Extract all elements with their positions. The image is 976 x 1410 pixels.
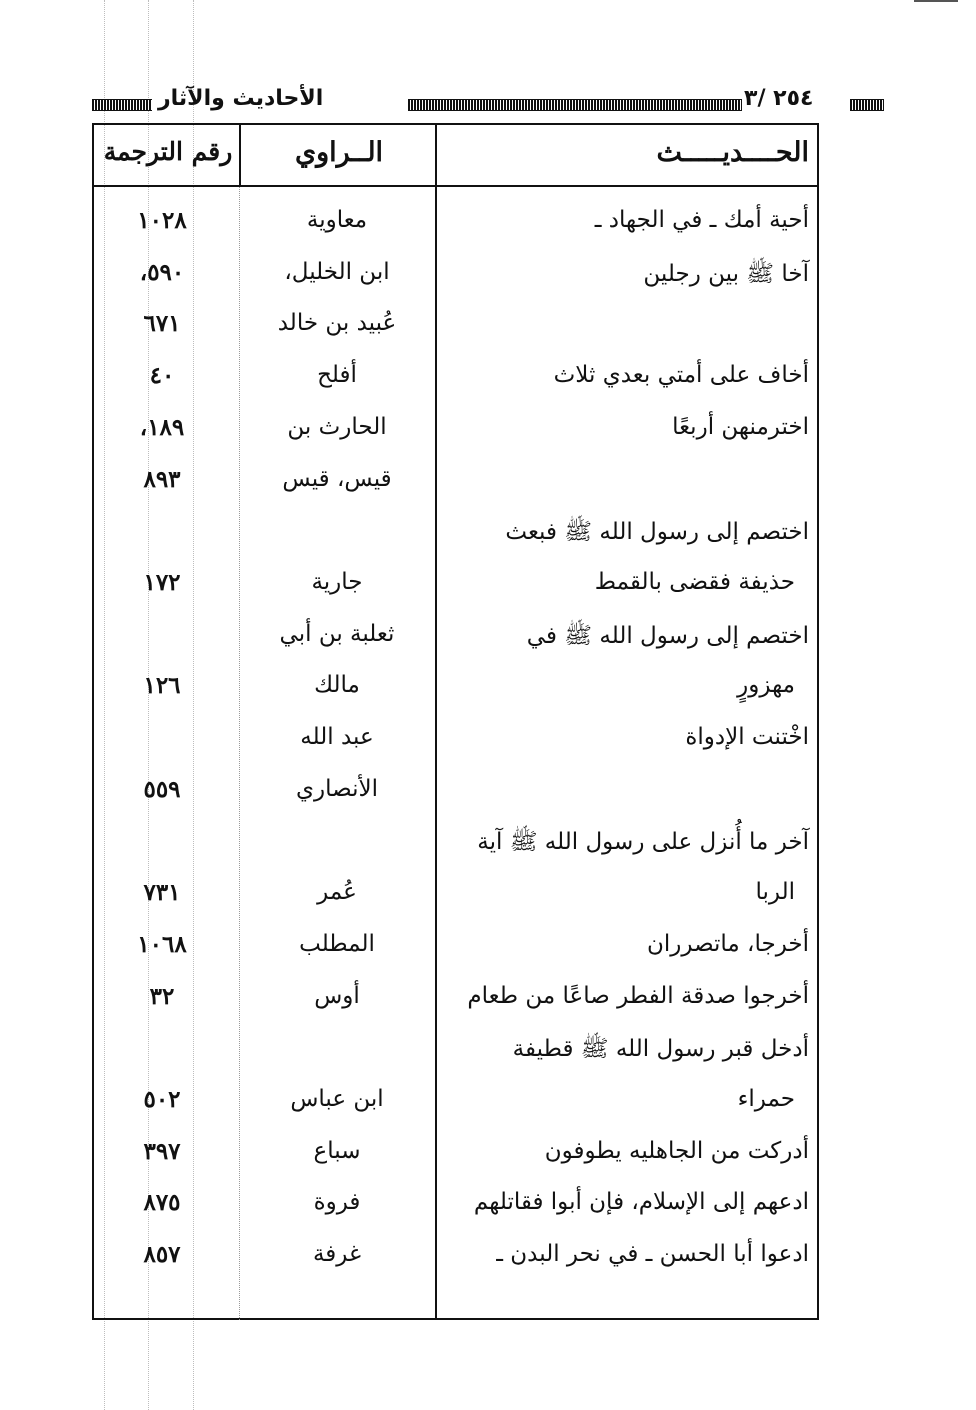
page-number: ٢٥٤ /٣ xyxy=(744,86,814,111)
biography-number: ٥٥٩ xyxy=(143,775,181,803)
table-row xyxy=(94,511,817,563)
narrator-name: الأنصاري xyxy=(296,775,378,802)
table-row xyxy=(94,1132,817,1184)
biography-number: ٨٩٣ xyxy=(143,465,181,493)
hadith-text: آخر ما أُنزل على رسول الله ﷺ آية xyxy=(477,829,809,856)
hadith-index-table xyxy=(92,123,819,1320)
biography-number: ٧٣١ xyxy=(143,879,181,907)
biography-number: ١٢٦ xyxy=(143,672,181,700)
header-ornament-bar xyxy=(408,99,742,111)
narrator-name: عُمر xyxy=(317,879,357,906)
biography-number: ٥٠٢ xyxy=(143,1085,181,1113)
running-header xyxy=(92,84,832,120)
biography-number: ١٠٦٨ xyxy=(137,930,187,958)
narrator-name: غرفة xyxy=(312,1241,362,1267)
table-row xyxy=(94,253,817,305)
biography-number: ٣٩٧ xyxy=(143,1137,181,1165)
table-row xyxy=(94,1028,817,1080)
hadith-text: ادعهم إلى الإسلام، فإن أبوا فقاتلهم xyxy=(473,1189,809,1216)
narrator-name: قيس، قيس xyxy=(282,465,392,492)
narrator-name: ابن عباس xyxy=(290,1085,384,1112)
narrator-name: مالك xyxy=(314,672,360,699)
biography-number: ٨٧٥ xyxy=(143,1189,181,1217)
column-header-rawi: الــراوي xyxy=(294,137,384,168)
biography-number: ٣٢ xyxy=(149,982,175,1010)
column-header-tarjama: رقم الترجمة xyxy=(103,137,233,166)
narrator-name: أوس xyxy=(314,982,360,1009)
hadith-text: حذيفة فقضى بالقمط xyxy=(594,568,795,595)
narrator-name: ابن الخليل، xyxy=(284,258,390,285)
narrator-name: معاوية xyxy=(306,207,368,233)
narrator-name: جارية xyxy=(311,568,363,595)
header-ornament-bar xyxy=(850,99,884,111)
table-row xyxy=(94,201,817,253)
biography-number: ٥٩٠، xyxy=(139,258,185,286)
hadith-text: أحية أمك ـ في الجهاد ـ xyxy=(594,207,809,233)
hadith-text: أخاف على أمتي بعدي ثلاث xyxy=(553,362,809,389)
narrator-name: سباع xyxy=(313,1137,361,1164)
table-row xyxy=(94,1235,817,1287)
table-row xyxy=(94,563,817,615)
biography-number: ٦٧١ xyxy=(143,310,181,338)
table-row xyxy=(94,1183,817,1235)
hadith-text: الربا xyxy=(755,879,795,906)
narrator-name: عُبيد بن خالد xyxy=(277,310,397,337)
hadith-text: أدركت من الجاهليه يطوفون xyxy=(544,1137,809,1164)
table-row xyxy=(94,615,817,667)
hadith-text: اختصم إلى رسول الله ﷺ فبعث xyxy=(505,519,809,546)
table-row xyxy=(94,1080,817,1132)
table-row xyxy=(94,718,817,770)
hadith-text: اخترمنهن أربعًا xyxy=(672,413,809,440)
hadith-text: اخْتنت الإدواة xyxy=(685,724,809,750)
table-row xyxy=(94,821,817,873)
section-title: الأحاديث والآثار xyxy=(158,86,324,111)
narrator-name: المطلب xyxy=(299,930,375,957)
table-header-row xyxy=(94,125,817,187)
hadith-text: حمراء xyxy=(737,1085,795,1112)
narrator-name: ثعلبة بن أبي xyxy=(279,620,395,647)
hadith-text: أخرجا، ماتصرران xyxy=(646,930,809,957)
biography-number: ١٧٢ xyxy=(143,568,181,596)
biography-number: ١٠٢٨ xyxy=(137,207,187,234)
narrator-name: الحارث بن xyxy=(287,413,387,440)
table-row xyxy=(94,977,817,1029)
table-row xyxy=(94,770,817,822)
narrator-name: فروة xyxy=(313,1189,361,1216)
table-row xyxy=(94,460,817,512)
table-row xyxy=(94,304,817,356)
narrator-name: أفلح xyxy=(317,362,357,389)
hadith-text: ادعوا أبا الحسن ـ في نحر البدن ـ xyxy=(496,1241,809,1267)
hadith-text: آخا ﷺ بين رجلين xyxy=(643,260,809,287)
header-ornament-bar xyxy=(92,99,152,111)
biography-number: ١٨٩، xyxy=(139,413,185,441)
table-row xyxy=(94,356,817,408)
column-divider xyxy=(239,125,241,187)
biography-number: ٤٠ xyxy=(149,362,175,390)
table-row xyxy=(94,666,817,718)
scan-corner-mark xyxy=(914,0,958,2)
table-row xyxy=(94,925,817,977)
biography-number: ٨٥٧ xyxy=(143,1241,181,1268)
column-header-hadith: الحــــديـــــث xyxy=(656,137,809,168)
table-row xyxy=(94,408,817,460)
hadith-text: أدخل قبر رسول الله ﷺ قطيفة xyxy=(512,1036,809,1063)
table-row xyxy=(94,873,817,925)
hadith-text: أخرجوا صدقة الفطر صاعًا من طعام xyxy=(467,982,809,1009)
narrator-name: عبد الله xyxy=(300,724,374,750)
hadith-text: مهزورٍ xyxy=(737,672,795,699)
hadith-text: اختصم إلى رسول الله ﷺ في xyxy=(526,622,809,649)
